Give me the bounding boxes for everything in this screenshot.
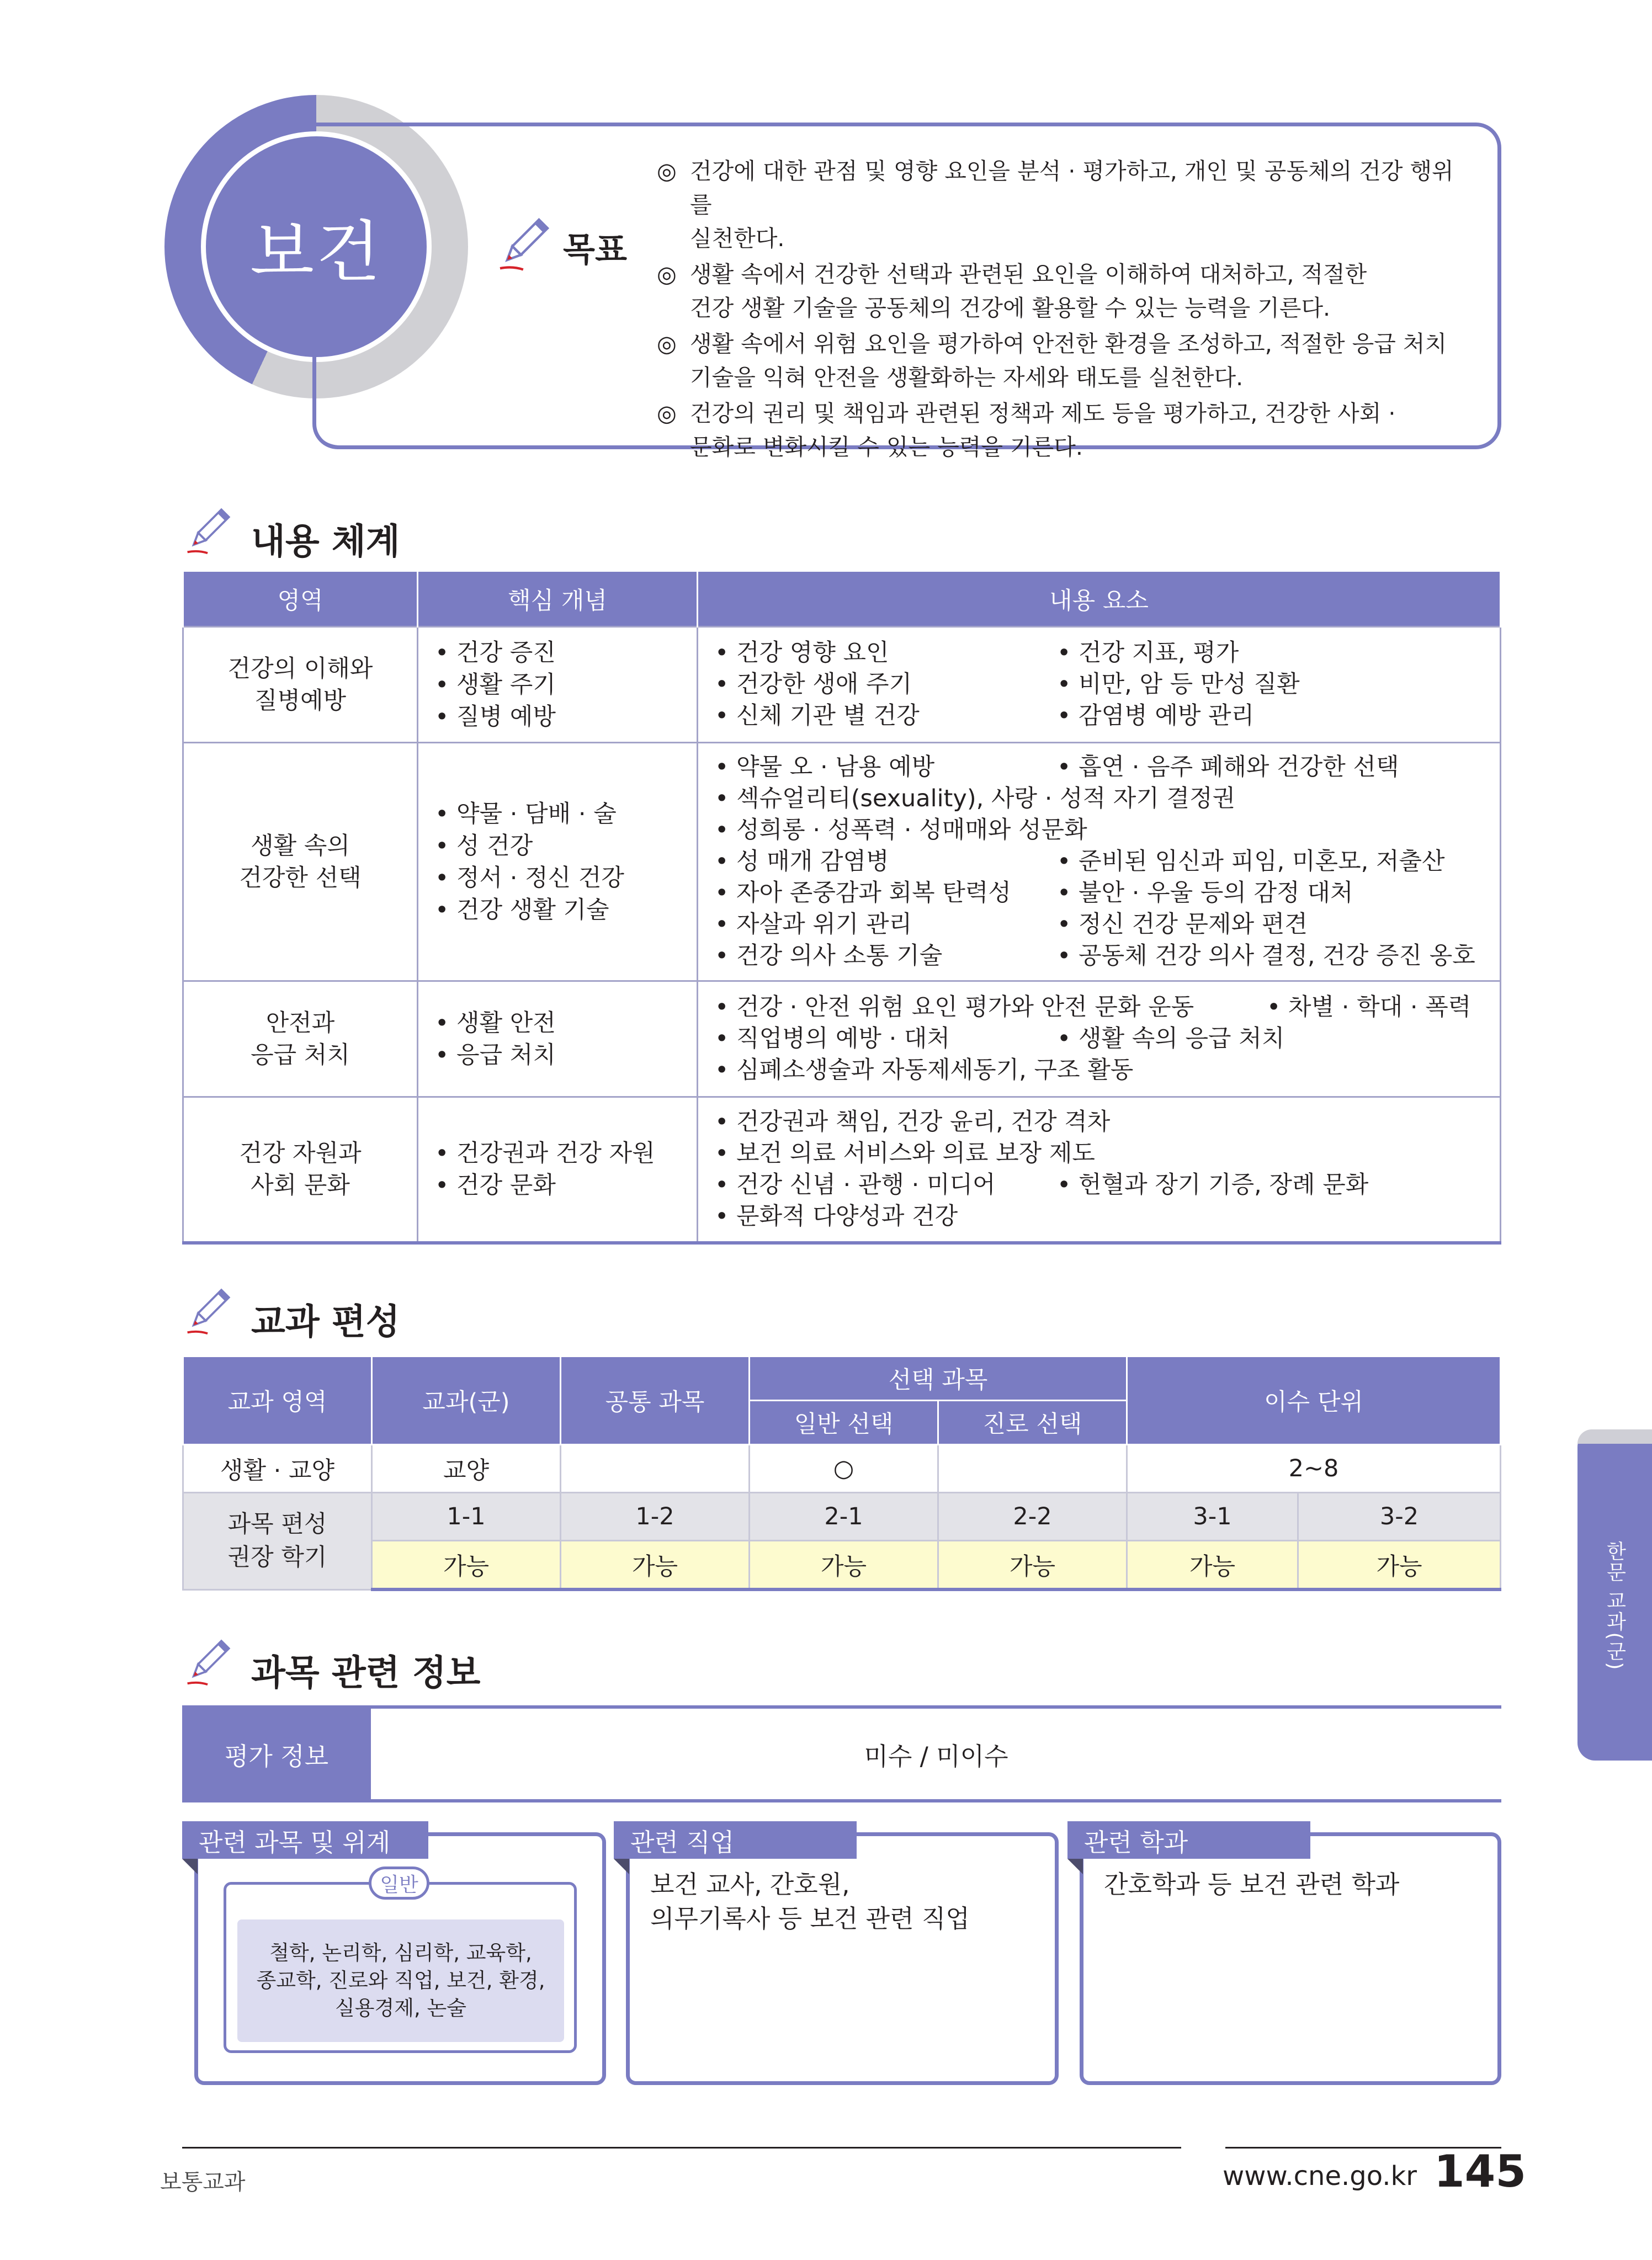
area-line: 건강 자원과 xyxy=(239,1139,362,1167)
cell-semester: 3-1 xyxy=(1127,1493,1298,1541)
cell-units: 2~8 xyxy=(1127,1445,1501,1493)
cell-semester: 1-2 xyxy=(561,1493,750,1541)
element-item: • 준비된 임신과 피임, 미혼모, 저출산 xyxy=(1057,848,1445,875)
related-jobs-text xyxy=(650,1868,1037,1936)
concept-item: • 약물 · 담배 · 술 xyxy=(435,800,617,828)
element-item: • 심폐소생술과 자동제세동기, 구조 활동 xyxy=(715,1056,1134,1084)
related-depts-text xyxy=(1104,1868,1485,1902)
area-line: 사회 문화 xyxy=(251,1171,350,1199)
goal-box-corner xyxy=(312,287,340,449)
element-item: • 비만, 암 등 만성 질환 xyxy=(1057,671,1300,698)
element-line xyxy=(715,752,1489,783)
cell-semester: 2-2 xyxy=(938,1493,1127,1541)
page-number: 145 xyxy=(1434,2146,1526,2197)
element-item: • 건강한 생애 주기 xyxy=(715,671,912,698)
related-subjects-tab: 관련 과목 및 위계 xyxy=(182,1821,428,1859)
element-item: • 섹슈얼리티(sexuality), 사랑 · 성적 자기 결정권 xyxy=(715,785,1236,812)
element-item: • 공동체 건강 의사 결정, 건강 증진 옹호 xyxy=(1057,942,1475,970)
cell-group: 교양 xyxy=(372,1445,561,1493)
header-career: 진로 선택 xyxy=(938,1401,1127,1445)
element-line xyxy=(715,815,1489,846)
tab-fold xyxy=(182,1859,198,1874)
element-line xyxy=(715,700,1489,732)
general-badge: 일반 xyxy=(369,1867,429,1900)
cell-career xyxy=(938,1445,1127,1493)
element-item: • 건강 지표, 평가 xyxy=(1057,639,1239,667)
pencil-icon xyxy=(182,1284,235,1337)
concept-cell xyxy=(418,627,698,743)
subject-line: 철학, 논리학, 심리학, 교육학, xyxy=(269,1941,532,1965)
element-item: • 신체 기관 별 건강 xyxy=(715,702,920,730)
header-elective: 선택 과목 xyxy=(750,1357,1127,1401)
label-line: 과목 편성 xyxy=(227,1511,327,1539)
table-row xyxy=(183,627,1501,743)
area-line: 건강한 선택 xyxy=(239,864,362,892)
cell-availability: 가능 xyxy=(561,1541,750,1590)
element-line xyxy=(715,909,1489,940)
elements-cell xyxy=(698,743,1501,981)
header-concept: 핵심 개념 xyxy=(418,572,698,627)
area-line: 응급 처치 xyxy=(251,1041,350,1069)
cell-availability: 가능 xyxy=(372,1541,561,1590)
element-item: • 차별 · 학대 · 폭력 xyxy=(1267,993,1472,1021)
concept-cell xyxy=(418,1097,698,1243)
header-general: 일반 선택 xyxy=(750,1401,938,1445)
element-item: • 정신 건강 문제와 편견 xyxy=(1057,911,1308,938)
element-line xyxy=(715,940,1489,972)
concept-cell xyxy=(418,743,698,981)
concept-item: • 건강 증진 xyxy=(435,639,556,667)
element-item: • 직업병의 예방 · 대처 xyxy=(715,1025,950,1052)
element-item: • 약물 오 · 남용 예방 xyxy=(715,753,935,781)
goal-item xyxy=(657,327,1474,395)
element-item: • 자살과 위기 관리 xyxy=(715,911,912,938)
element-line xyxy=(715,1169,1489,1201)
goal-line: 실천한다. xyxy=(690,225,785,252)
element-item: • 성희롱 · 성폭력 · 성매매와 성문화 xyxy=(715,816,1087,844)
related-jobs-tab: 관련 직업 xyxy=(614,1821,857,1859)
table-row xyxy=(183,1097,1501,1243)
table-row xyxy=(183,743,1501,981)
element-item: • 건강 · 안전 위험 요인 평가와 안전 문화 운동 xyxy=(715,993,1194,1021)
evaluation-row xyxy=(182,1705,1501,1802)
header-common: 공통 과목 xyxy=(561,1357,750,1445)
goal-label: 목표 xyxy=(563,231,627,269)
element-item: • 불안 · 우울 등의 감정 대처 xyxy=(1057,879,1353,907)
area-line: 생활 속의 xyxy=(251,832,350,860)
header-group: 교과(군) xyxy=(372,1357,561,1445)
area-line: 안전과 xyxy=(265,1009,335,1037)
element-item: • 건강 의사 소통 기술 xyxy=(715,942,943,970)
area-line: 질병예방 xyxy=(254,687,347,715)
element-item: • 건강 영향 요인 xyxy=(715,639,889,667)
content-system-table xyxy=(182,572,1501,1245)
goal-item xyxy=(657,397,1474,464)
concept-item: • 건강 문화 xyxy=(435,1171,556,1199)
element-line xyxy=(715,878,1489,909)
concept-item: • 생활 주기 xyxy=(435,671,556,699)
dept-line: 간호학과 등 보건 관련 학과 xyxy=(1104,1870,1400,1899)
table-row xyxy=(183,1541,1501,1590)
header-elements: 내용 요소 xyxy=(698,572,1501,627)
element-line xyxy=(715,669,1489,700)
cell-common xyxy=(561,1445,750,1493)
area-cell xyxy=(183,1097,418,1243)
cell-semester: 1-1 xyxy=(372,1493,561,1541)
element-item: • 감염병 예방 관리 xyxy=(1057,702,1255,730)
element-line xyxy=(715,783,1489,815)
cell-semester-label xyxy=(183,1493,372,1590)
element-item: • 생활 속의 응급 처치 xyxy=(1057,1025,1285,1052)
evaluation-label: 평가 정보 xyxy=(182,1709,371,1799)
header-units: 이수 단위 xyxy=(1127,1357,1501,1445)
evaluation-value: 미수 / 미이수 xyxy=(864,1741,1008,1771)
area-cell xyxy=(183,743,418,981)
section-title-info: 과목 관련 정보 xyxy=(251,1653,481,1694)
area-line: 건강의 이해와 xyxy=(227,655,373,683)
cell-availability: 가능 xyxy=(938,1541,1127,1590)
area-cell xyxy=(183,981,418,1097)
goal-line: 문화로 변화시킬 수 있는 능력을 기른다. xyxy=(690,434,1083,460)
elements-cell xyxy=(698,627,1501,743)
concept-item: • 건강권과 건강 자원 xyxy=(435,1139,655,1167)
goal-marker: ◎ xyxy=(657,158,677,184)
cell-semester: 2-1 xyxy=(750,1493,938,1541)
goal-item xyxy=(657,258,1474,325)
goal-line: 건강 생활 기술을 공동체의 건강에 활용할 수 있는 능력을 기른다. xyxy=(690,295,1331,321)
element-item: • 건강 신념 · 관행 · 미디어 xyxy=(715,1171,996,1199)
cell-area: 생활 · 교양 xyxy=(183,1445,372,1493)
elements-cell xyxy=(698,981,1501,1097)
element-line xyxy=(715,1023,1489,1055)
pencil-icon xyxy=(182,1635,235,1688)
element-line xyxy=(715,846,1489,878)
element-item: • 건강권과 책임, 건강 윤리, 건강 격차 xyxy=(715,1108,1111,1136)
element-line xyxy=(715,1055,1489,1086)
element-item: • 문화적 다양성과 건강 xyxy=(715,1202,958,1230)
concept-item: • 응급 처치 xyxy=(435,1041,556,1069)
related-subjects-list xyxy=(237,1919,564,2042)
element-item: • 성 매개 감염병 xyxy=(715,848,889,875)
concept-item: • 정서 · 정신 건강 xyxy=(435,864,624,892)
pencil-icon xyxy=(494,212,555,273)
element-line xyxy=(715,1201,1489,1232)
cell-availability: 가능 xyxy=(1298,1541,1501,1590)
section-title-content: 내용 체계 xyxy=(251,522,400,562)
goal-line: 생활 속에서 위험 요인을 평가하여 안전한 환경을 조성하고, 적절한 응급 처치 xyxy=(690,331,1447,357)
table-row xyxy=(183,981,1501,1097)
goal-marker: ◎ xyxy=(657,400,677,427)
subject-line: 종교학, 진로와 직업, 보건, 환경, xyxy=(256,1969,545,1992)
goal-marker: ◎ xyxy=(657,331,677,357)
area-cell xyxy=(183,627,418,743)
related-depts-tab: 관련 학과 xyxy=(1067,1821,1310,1859)
goal-marker: ◎ xyxy=(657,261,677,288)
goal-item xyxy=(657,155,1474,256)
goal-line: 기술을 익혀 안전을 생활화하는 자세와 태도를 실천한다. xyxy=(690,364,1244,391)
side-tab-top xyxy=(1577,1429,1652,1444)
table-header-row xyxy=(183,1357,1501,1401)
job-line: 보건 교사, 간호원, xyxy=(650,1870,850,1899)
table-header-row xyxy=(183,572,1501,627)
element-item: • 보건 의료 서비스와 의료 보장 제도 xyxy=(715,1139,1095,1167)
header-area: 교과 영역 xyxy=(183,1357,372,1445)
footer-url[interactable]: www.cne.go.kr xyxy=(1223,2161,1417,2192)
curriculum-table xyxy=(182,1355,1501,1591)
element-item: • 흡연 · 음주 폐해와 건강한 선택 xyxy=(1057,753,1399,781)
side-tab-label-wrap xyxy=(1577,1490,1652,1722)
label-line: 권장 학기 xyxy=(227,1544,327,1572)
tab-fold xyxy=(1067,1859,1083,1874)
footer-divider xyxy=(182,2147,1181,2149)
footer-section-label: 보통교과 xyxy=(160,2169,246,2195)
side-tab-label: 한문 교과(군) xyxy=(1603,1541,1626,1671)
element-line xyxy=(715,992,1489,1023)
section-title-curriculum: 교과 편성 xyxy=(251,1302,400,1343)
table-row xyxy=(183,1445,1501,1493)
elements-cell xyxy=(698,1097,1501,1243)
cell-semester: 3-2 xyxy=(1298,1493,1501,1541)
goal-line: 생활 속에서 건강한 선택과 관련된 요인을 이해하여 대처하고, 적절한 xyxy=(690,261,1367,288)
goal-list xyxy=(657,155,1474,466)
concept-item: • 생활 안전 xyxy=(435,1009,556,1037)
tab-fold xyxy=(614,1859,629,1874)
element-line xyxy=(715,1138,1489,1169)
cell-general: ○ xyxy=(750,1445,938,1493)
goal-line: 건강에 대한 관점 및 영향 요인을 분석 · 평가하고, 개인 및 공동체의 건강 행위를 xyxy=(690,158,1454,218)
job-line: 의무기록사 등 보건 관련 직업 xyxy=(650,1904,970,1933)
element-line xyxy=(715,637,1489,669)
header-area: 영역 xyxy=(183,572,418,627)
concept-item: • 성 건강 xyxy=(435,832,533,860)
concept-item: • 건강 생활 기술 xyxy=(435,896,609,924)
element-item: • 자아 존중감과 회복 탄력성 xyxy=(715,879,1011,907)
subject-title: 보건 xyxy=(250,214,383,291)
cell-availability: 가능 xyxy=(750,1541,938,1590)
cell-availability: 가능 xyxy=(1127,1541,1298,1590)
pencil-icon xyxy=(182,503,235,556)
element-item: • 헌혈과 장기 기증, 장례 문화 xyxy=(1057,1171,1369,1199)
element-line xyxy=(715,1107,1489,1138)
goal-line: 건강의 권리 및 책임과 관련된 정책과 제도 등을 평가하고, 건강한 사회 · xyxy=(690,400,1396,427)
subject-line: 실용경제, 논술 xyxy=(335,1996,466,2020)
table-row xyxy=(183,1493,1501,1541)
concept-item: • 질병 예방 xyxy=(435,703,556,731)
concept-cell xyxy=(418,981,698,1097)
